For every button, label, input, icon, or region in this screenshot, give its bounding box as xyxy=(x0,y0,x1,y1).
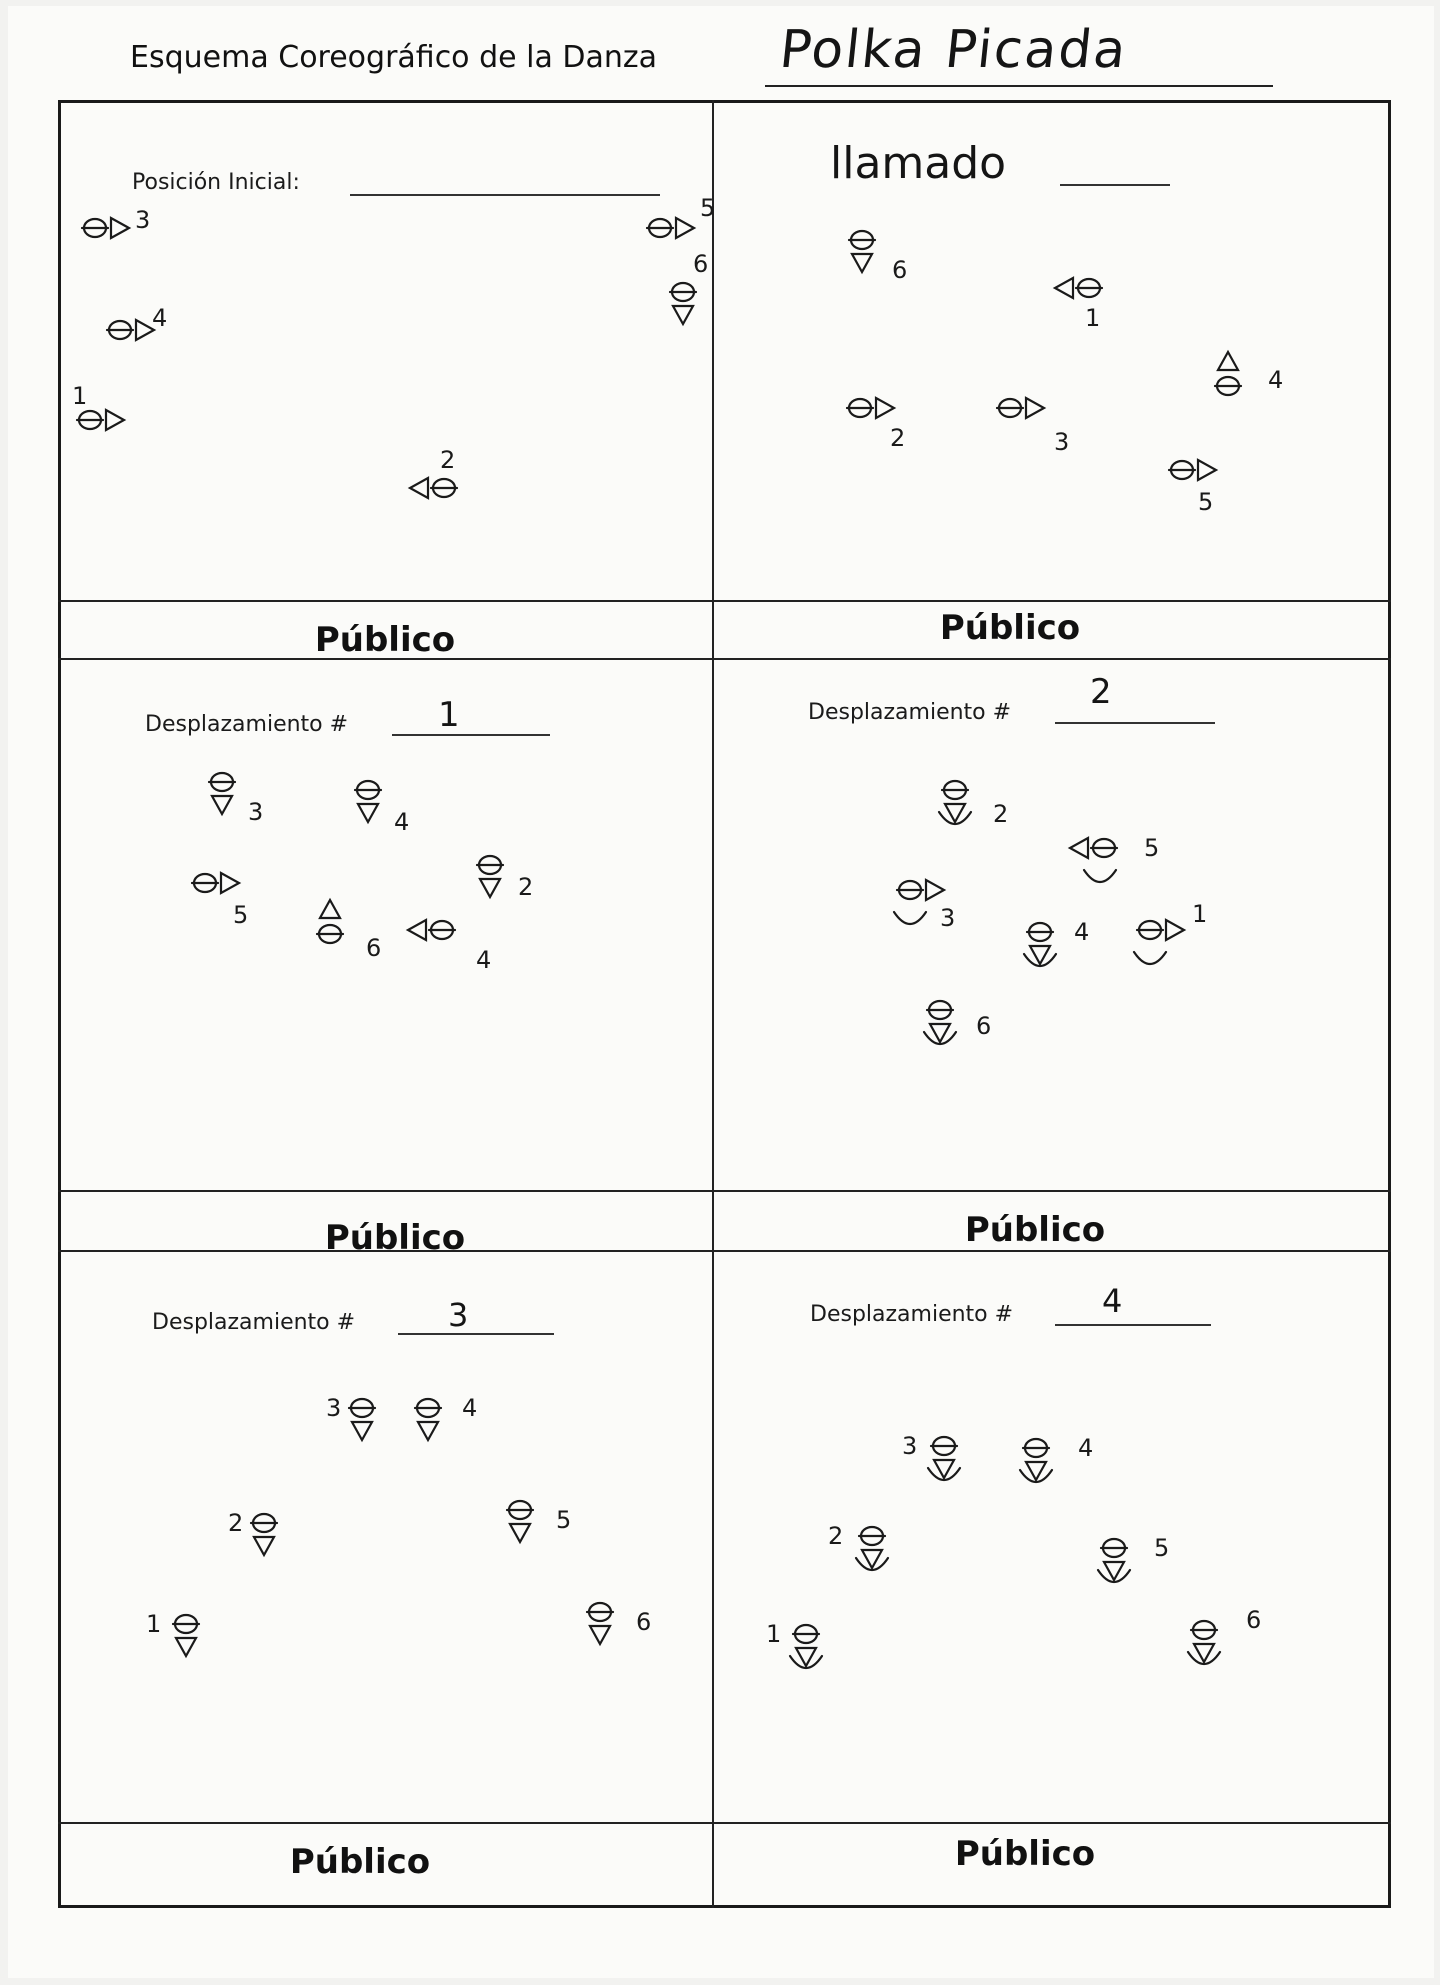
dancer-5 xyxy=(1098,1534,1169,1582)
dancer-number: 2 xyxy=(440,446,456,474)
dancer-5 xyxy=(192,873,248,929)
dancer-6 xyxy=(587,1603,651,1644)
movement-label: Desplazamiento # xyxy=(808,700,1012,725)
dancer-3 xyxy=(997,398,1069,456)
dancer-3 xyxy=(326,1394,375,1440)
dancer-number: 6 xyxy=(976,1012,992,1040)
dancer-triangle xyxy=(1070,838,1088,858)
dancer-triangle xyxy=(1026,1462,1046,1480)
dancer-triangle xyxy=(934,1460,954,1478)
dancer-triangle xyxy=(1198,460,1216,480)
dancer-number: 6 xyxy=(366,934,382,962)
dancer-number: 4 xyxy=(152,304,168,332)
dancer-number: 2 xyxy=(993,800,1009,828)
dancer-triangle xyxy=(352,1422,372,1440)
dancer-6 xyxy=(670,250,708,324)
dancer-number: 1 xyxy=(766,1620,782,1648)
turn-arrow xyxy=(1134,952,1166,964)
turn-arrow xyxy=(1084,870,1116,882)
audience-label: Público xyxy=(314,620,456,660)
dancer-1 xyxy=(72,382,124,430)
audience-label: Público xyxy=(954,1834,1096,1874)
dancer-triangle xyxy=(590,1626,610,1644)
dancer-6 xyxy=(317,900,381,962)
dancer-number: 5 xyxy=(556,1506,572,1534)
dancer-number: 5 xyxy=(1154,1534,1170,1562)
dancer-triangle xyxy=(1030,946,1050,964)
dancer-triangle xyxy=(111,218,129,238)
dancer-2 xyxy=(477,856,533,901)
dancer-triangle xyxy=(480,879,500,897)
dancer-triangle xyxy=(876,398,894,418)
panel-handwritten-title: llamado xyxy=(830,138,1007,189)
dancer-triangle xyxy=(510,1524,530,1542)
dancer-number: 1 xyxy=(1085,304,1101,332)
dancer-3 xyxy=(209,773,263,826)
dancer-number: 2 xyxy=(228,1509,244,1537)
dancer-4 xyxy=(1020,1434,1093,1482)
dancer-triangle xyxy=(410,478,428,498)
audience-label: Público xyxy=(289,1842,431,1882)
dancer-2 xyxy=(939,781,1008,828)
movement-number: 1 xyxy=(438,695,460,735)
movement-number: 4 xyxy=(1102,1282,1123,1320)
dancer-6 xyxy=(924,1001,991,1044)
dancer-number: 6 xyxy=(1246,1606,1262,1634)
dancer-triangle xyxy=(1104,1562,1124,1580)
movement-number: 3 xyxy=(448,1296,469,1334)
dancer-number: 5 xyxy=(1144,834,1160,862)
dancer-triangle xyxy=(176,1638,196,1656)
dancer-number: 3 xyxy=(1054,428,1070,456)
dancer-triangle xyxy=(1055,278,1073,298)
dancer-4 xyxy=(107,304,167,340)
audience-label: Público xyxy=(939,608,1081,648)
dancer-3 xyxy=(902,1432,960,1480)
dancer-2 xyxy=(228,1509,277,1555)
dancer-number: 5 xyxy=(700,194,716,222)
movement-number: 2 xyxy=(1090,672,1112,712)
dancer-1 xyxy=(1055,278,1102,332)
dancer-5 xyxy=(507,1501,571,1542)
dancer-number: 2 xyxy=(890,424,906,452)
dancer-5 xyxy=(1070,834,1159,882)
dancer-number: 4 xyxy=(462,1394,478,1422)
dancer-4 xyxy=(1024,918,1089,966)
dancer-4 xyxy=(415,1394,477,1440)
dancer-triangle xyxy=(1218,352,1238,370)
dancer-4 xyxy=(1215,352,1283,395)
dancer-number: 4 xyxy=(1268,366,1284,394)
dancer-triangle xyxy=(676,218,694,238)
dancer-number: 2 xyxy=(828,1522,844,1550)
dancer-number: 3 xyxy=(902,1432,918,1460)
dancer-number: 2 xyxy=(518,873,534,901)
initial-position-label: Posición Inicial: xyxy=(132,170,300,195)
dancer-number: 3 xyxy=(135,206,151,234)
dancer-triangle xyxy=(408,920,426,940)
dancer-2 xyxy=(828,1522,888,1570)
dancer-6 xyxy=(849,231,907,284)
dancer-triangle xyxy=(254,1537,274,1555)
dancer-triangle xyxy=(930,1024,950,1042)
dancer-triangle xyxy=(106,410,124,430)
dancer-triangle xyxy=(1026,398,1044,418)
dancer-1 xyxy=(146,1610,199,1656)
dancer-4 xyxy=(408,920,491,974)
dancer-number: 1 xyxy=(146,1610,162,1638)
dancer-number: 3 xyxy=(940,904,956,932)
dancer-triangle xyxy=(852,254,872,272)
dancer-triangle xyxy=(212,796,232,814)
dancer-number: 4 xyxy=(1074,918,1090,946)
dancer-triangle xyxy=(1194,1644,1214,1662)
dancer-6 xyxy=(1188,1606,1261,1664)
dancer-number: 4 xyxy=(1078,1434,1094,1462)
dancer-number: 4 xyxy=(476,946,492,974)
dancer-2 xyxy=(847,398,905,452)
dancer-triangle xyxy=(673,306,693,324)
dancer-triangle xyxy=(320,900,340,918)
dancer-triangle xyxy=(862,1550,882,1568)
worksheet-title: Esquema Coreográfico de la Danza xyxy=(130,40,657,75)
dancer-3 xyxy=(82,206,150,238)
dancer-triangle xyxy=(1166,920,1184,940)
dancer-triangle xyxy=(418,1422,438,1440)
dancer-5 xyxy=(647,194,715,238)
dancer-5 xyxy=(1169,460,1216,516)
dancer-number: 5 xyxy=(1198,488,1214,516)
dancer-number: 6 xyxy=(636,1608,652,1636)
movement-label: Desplazamiento # xyxy=(145,712,349,737)
dancer-triangle xyxy=(796,1648,816,1666)
dancer-triangle xyxy=(221,873,239,893)
dancer-triangle xyxy=(358,804,378,822)
dancer-number: 1 xyxy=(1192,900,1208,928)
dancer-number: 6 xyxy=(892,256,908,284)
movement-label: Desplazamiento # xyxy=(810,1302,1014,1327)
dancer-number: 1 xyxy=(72,382,88,410)
dancer-1 xyxy=(1134,900,1207,964)
dancer-4 xyxy=(355,781,409,836)
dancer-number: 3 xyxy=(248,798,264,826)
dancer-number: 6 xyxy=(693,250,709,278)
dancer-triangle xyxy=(926,880,944,900)
dancer-2 xyxy=(410,446,457,498)
dancer-number: 3 xyxy=(326,1394,342,1422)
dancer-triangle xyxy=(945,804,965,822)
audience-label: Público xyxy=(324,1218,466,1258)
dancer-1 xyxy=(766,1620,822,1668)
dancer-number: 5 xyxy=(233,901,249,929)
audience-label: Público xyxy=(964,1210,1106,1250)
dance-name: Polka Picada xyxy=(776,20,1131,80)
movement-label: Desplazamiento # xyxy=(152,1310,356,1335)
dancer-number: 4 xyxy=(394,808,410,836)
turn-arrow xyxy=(894,912,926,924)
dancer-3 xyxy=(894,880,955,932)
